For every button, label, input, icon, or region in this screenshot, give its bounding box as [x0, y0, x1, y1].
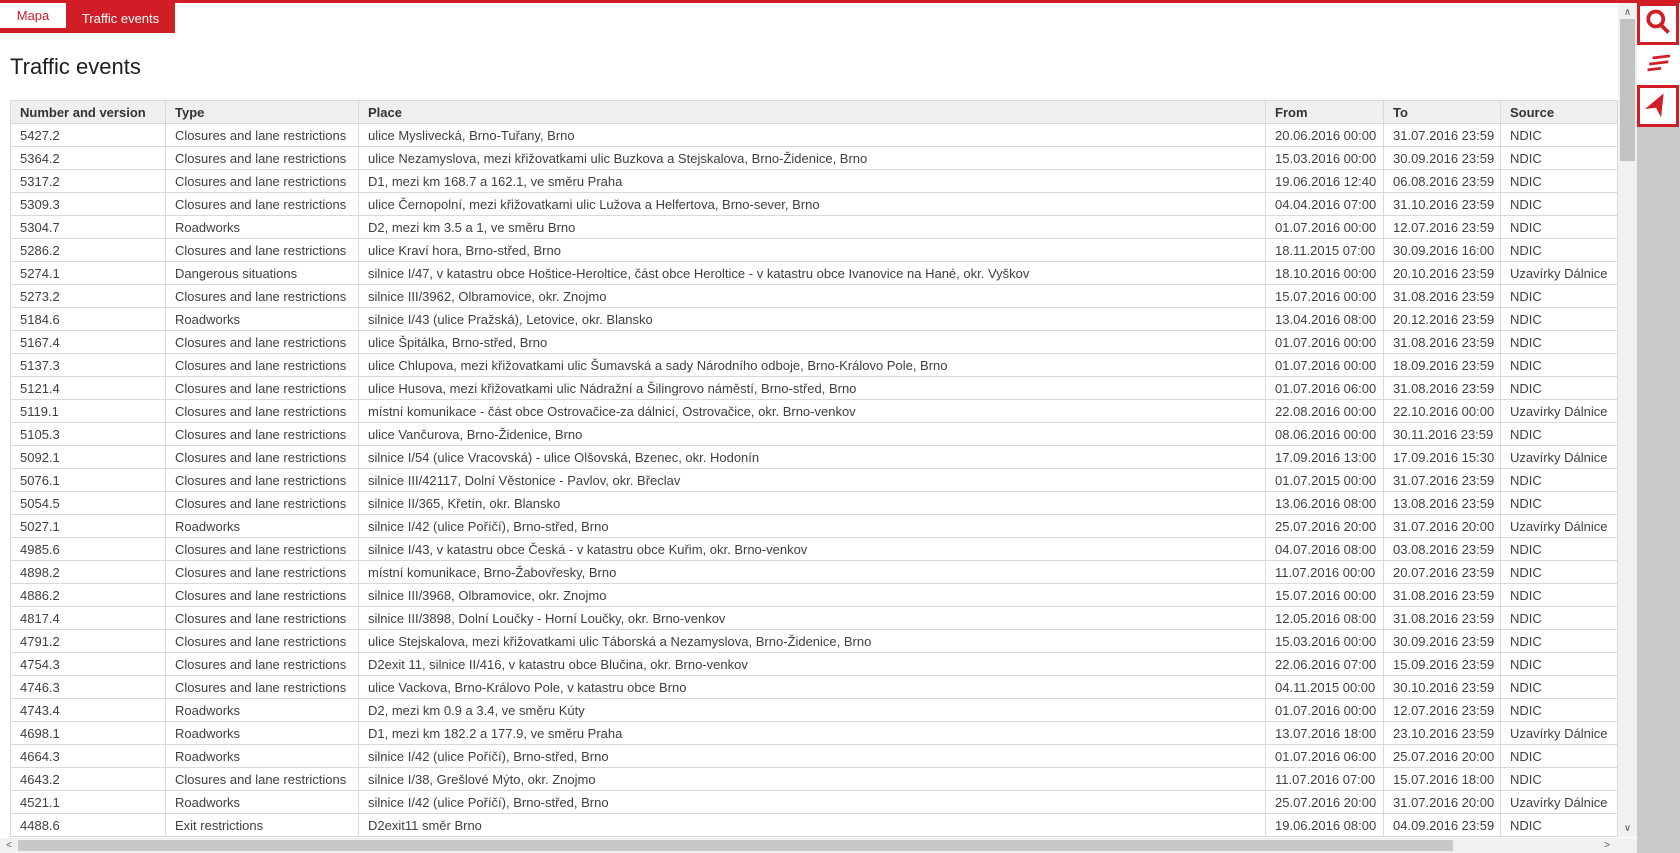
- cell-to: 31.07.2016 20:00: [1384, 791, 1501, 814]
- navigation-icon: [1644, 90, 1672, 123]
- cell-number-and-version: 5304.7: [11, 216, 166, 239]
- navigation-button[interactable]: [1637, 85, 1679, 127]
- cell-to: 31.07.2016 20:00: [1384, 515, 1501, 538]
- cell-place: D2, mezi km 0.9 a 3.4, ve směru Kúty: [359, 699, 1266, 722]
- cell-from: 11.07.2016 00:00: [1266, 561, 1384, 584]
- column-header-source[interactable]: Source: [1501, 101, 1618, 124]
- cell-type: Closures and lane restrictions: [166, 400, 359, 423]
- column-header-to[interactable]: To: [1384, 101, 1501, 124]
- cell-type: Closures and lane restrictions: [166, 193, 359, 216]
- cell-from: 25.07.2016 20:00: [1266, 515, 1384, 538]
- cell-number-and-version: 5167.4: [11, 331, 166, 354]
- cell-from: 01.07.2016 00:00: [1266, 216, 1384, 239]
- cell-to: 22.10.2016 00:00: [1384, 400, 1501, 423]
- scroll-up-arrow-icon[interactable]: ∧: [1623, 6, 1632, 18]
- cell-place: silnice I/43 (ulice Pražská), Letovice, okr. Blansko: [359, 308, 1266, 331]
- cell-to: 31.08.2016 23:59: [1384, 331, 1501, 354]
- cell-place: ulice Husova, mezi křižovatkami ulic Nádražní a Šilingrovo náměstí, Brno-střed, Brno: [359, 377, 1266, 400]
- cell-number-and-version: 4985.6: [11, 538, 166, 561]
- tab-mapa-label: Mapa: [16, 8, 50, 23]
- cell-source: NDIC: [1501, 216, 1618, 239]
- table-row[interactable]: [11, 308, 1618, 331]
- cell-type: Closures and lane restrictions: [166, 538, 359, 561]
- cell-place: D2exit11 směr Brno: [359, 814, 1266, 837]
- cell-place: ulice Vančurova, Brno-Židenice, Brno: [359, 423, 1266, 446]
- cell-from: 17.09.2016 13:00: [1266, 446, 1384, 469]
- table-row[interactable]: [11, 492, 1618, 515]
- cell-from: 15.07.2016 00:00: [1266, 285, 1384, 308]
- cell-to: 12.07.2016 23:59: [1384, 216, 1501, 239]
- traffic-events-table: [10, 100, 1618, 837]
- cell-from: 20.06.2016 00:00: [1266, 124, 1384, 147]
- cell-to: 13.08.2016 23:59: [1384, 492, 1501, 515]
- cell-number-and-version: 5309.3: [11, 193, 166, 216]
- cell-from: 19.06.2016 12:40: [1266, 170, 1384, 193]
- cell-source: NDIC: [1501, 285, 1618, 308]
- cell-to: 30.09.2016 23:59: [1384, 630, 1501, 653]
- cell-place: D1, mezi km 182.2 a 177.9, ve směru Praha: [359, 722, 1266, 745]
- scroll-down-arrow-icon[interactable]: ∨: [1623, 822, 1632, 834]
- cell-from: 11.07.2016 07:00: [1266, 768, 1384, 791]
- cell-from: 15.07.2016 00:00: [1266, 584, 1384, 607]
- cell-from: 01.07.2015 00:00: [1266, 469, 1384, 492]
- cell-place: ulice Nezamyslova, mezi křižovatkami ulic Buzkova a Stejskalova, Brno-Židenice, Brno: [359, 147, 1266, 170]
- cell-source: Uzavírky Dálnice: [1501, 515, 1618, 538]
- cell-from: 01.07.2016 06:00: [1266, 745, 1384, 768]
- cell-from: 12.05.2016 08:00: [1266, 607, 1384, 630]
- cell-source: NDIC: [1501, 124, 1618, 147]
- table-row[interactable]: [11, 561, 1618, 584]
- cell-number-and-version: 4754.3: [11, 653, 166, 676]
- cell-source: NDIC: [1501, 377, 1618, 400]
- table-row[interactable]: [11, 239, 1618, 262]
- table-row[interactable]: [11, 607, 1618, 630]
- table-row[interactable]: [11, 331, 1618, 354]
- table-row[interactable]: [11, 653, 1618, 676]
- column-header-place[interactable]: Place: [359, 101, 1266, 124]
- cell-type: Closures and lane restrictions: [166, 239, 359, 262]
- table-row[interactable]: [11, 285, 1618, 308]
- cell-place: silnice I/43, v katastru obce Česká - v katastru obce Kuřim, okr. Brno-venkov: [359, 538, 1266, 561]
- cell-to: 30.10.2016 23:59: [1384, 676, 1501, 699]
- cell-number-and-version: 5105.3: [11, 423, 166, 446]
- cell-from: 04.07.2016 08:00: [1266, 538, 1384, 561]
- cell-type: Dangerous situations: [166, 262, 359, 285]
- tab-traffic-events-label: Traffic events: [81, 10, 160, 26]
- cell-type: Closures and lane restrictions: [166, 377, 359, 400]
- cell-source: NDIC: [1501, 492, 1618, 515]
- cell-type: Roadworks: [166, 308, 359, 331]
- cell-place: D2, mezi km 3.5 a 1, ve směru Brno: [359, 216, 1266, 239]
- table-row[interactable]: [11, 791, 1618, 814]
- right-side-panel: [1637, 127, 1680, 853]
- cell-from: 18.10.2016 00:00: [1266, 262, 1384, 285]
- cell-type: Roadworks: [166, 791, 359, 814]
- cell-to: 30.11.2016 23:59: [1384, 423, 1501, 446]
- cell-number-and-version: 4898.2: [11, 561, 166, 584]
- cell-number-and-version: 5121.4: [11, 377, 166, 400]
- cell-type: Roadworks: [166, 515, 359, 538]
- cell-to: 23.10.2016 23:59: [1384, 722, 1501, 745]
- column-header-number-and-version[interactable]: Number and version: [11, 101, 166, 124]
- table-row[interactable]: [11, 814, 1618, 837]
- horizontal-scrollbar[interactable]: [0, 838, 1637, 853]
- cell-from: 01.07.2016 00:00: [1266, 699, 1384, 722]
- cell-place: ulice Černopolní, mezi křižovatkami ulic Lužova a Helfertova, Brno-sever, Brno: [359, 193, 1266, 216]
- cell-source: NDIC: [1501, 653, 1618, 676]
- cell-place: ulice Myslivecká, Brno-Tuřany, Brno: [359, 124, 1266, 147]
- table-body: [11, 124, 1618, 837]
- cell-number-and-version: 4643.2: [11, 768, 166, 791]
- cell-number-and-version: 4886.2: [11, 584, 166, 607]
- table-row[interactable]: [11, 538, 1618, 561]
- cell-to: 15.09.2016 23:59: [1384, 653, 1501, 676]
- cell-source: NDIC: [1501, 699, 1618, 722]
- cell-from: 01.07.2016 00:00: [1266, 331, 1384, 354]
- cell-from: 25.07.2016 20:00: [1266, 791, 1384, 814]
- table-row[interactable]: [11, 446, 1618, 469]
- cell-to: 20.10.2016 23:59: [1384, 262, 1501, 285]
- table-row[interactable]: [11, 768, 1618, 791]
- cell-type: Roadworks: [166, 216, 359, 239]
- table-row[interactable]: [11, 377, 1618, 400]
- table-row[interactable]: [11, 745, 1618, 768]
- cell-number-and-version: 4746.3: [11, 676, 166, 699]
- cell-type: Closures and lane restrictions: [166, 354, 359, 377]
- cell-source: NDIC: [1501, 147, 1618, 170]
- cell-type: Closures and lane restrictions: [166, 446, 359, 469]
- cell-place: silnice I/54 (ulice Vracovská) - ulice Olšovská, Bzenec, okr. Hodonín: [359, 446, 1266, 469]
- cell-place: ulice Špitálka, Brno-střed, Brno: [359, 331, 1266, 354]
- cell-number-and-version: 5054.5: [11, 492, 166, 515]
- cell-type: Closures and lane restrictions: [166, 469, 359, 492]
- cell-type: Closures and lane restrictions: [166, 653, 359, 676]
- cell-number-and-version: 5364.2: [11, 147, 166, 170]
- cell-place: silnice I/38, Grešlové Mýto, okr. Znojmo: [359, 768, 1266, 791]
- cell-type: Roadworks: [166, 699, 359, 722]
- table-row[interactable]: [11, 584, 1618, 607]
- cell-number-and-version: 5317.2: [11, 170, 166, 193]
- cell-place: silnice I/42 (ulice Poříčí), Brno-střed, Brno: [359, 745, 1266, 768]
- cell-to: 31.07.2016 23:59: [1384, 469, 1501, 492]
- cell-place: místní komunikace - část obce Ostrovačice-za dálnicí, Ostrovačice, okr. Brno-venkov: [359, 400, 1266, 423]
- cell-number-and-version: 4817.4: [11, 607, 166, 630]
- cell-number-and-version: 4698.1: [11, 722, 166, 745]
- cell-from: 22.06.2016 07:00: [1266, 653, 1384, 676]
- cell-place: silnice II/365, Křetín, okr. Blansko: [359, 492, 1266, 515]
- cell-type: Closures and lane restrictions: [166, 492, 359, 515]
- cell-number-and-version: 5286.2: [11, 239, 166, 262]
- cell-number-and-version: 4521.1: [11, 791, 166, 814]
- cell-source: Uzavírky Dálnice: [1501, 791, 1618, 814]
- event-list-icon: [1642, 50, 1674, 81]
- cell-to: 31.08.2016 23:59: [1384, 584, 1501, 607]
- cell-from: 15.03.2016 00:00: [1266, 630, 1384, 653]
- cell-place: silnice III/3968, Olbramovice, okr. Znojmo: [359, 584, 1266, 607]
- cell-source: NDIC: [1501, 331, 1618, 354]
- cell-to: 31.07.2016 23:59: [1384, 124, 1501, 147]
- table-header-row: [11, 101, 1618, 124]
- cell-source: NDIC: [1501, 676, 1618, 699]
- cell-from: 08.06.2016 00:00: [1266, 423, 1384, 446]
- cell-place: místní komunikace, Brno-Žabovřesky, Brno: [359, 561, 1266, 584]
- cell-from: 18.11.2015 07:00: [1266, 239, 1384, 262]
- cell-place: ulice Vackova, Brno-Královo Pole, v katastru obce Brno: [359, 676, 1266, 699]
- table-row[interactable]: [11, 676, 1618, 699]
- cell-number-and-version: 4664.3: [11, 745, 166, 768]
- cell-to: 30.09.2016 16:00: [1384, 239, 1501, 262]
- cell-to: 31.08.2016 23:59: [1384, 377, 1501, 400]
- table-row[interactable]: [11, 722, 1618, 745]
- table-row[interactable]: [11, 354, 1618, 377]
- table-row[interactable]: [11, 147, 1618, 170]
- vertical-scrollbar-thumb[interactable]: [1620, 19, 1635, 161]
- cell-to: 20.12.2016 23:59: [1384, 308, 1501, 331]
- cell-number-and-version: 4743.4: [11, 699, 166, 722]
- cell-place: silnice III/42117, Dolní Věstonice - Pavlov, okr. Břeclav: [359, 469, 1266, 492]
- cell-number-and-version: 5027.1: [11, 515, 166, 538]
- cell-to: 04.09.2016 23:59: [1384, 814, 1501, 837]
- cell-type: Roadworks: [166, 745, 359, 768]
- cell-to: 31.08.2016 23:59: [1384, 285, 1501, 308]
- cell-to: 30.09.2016 23:59: [1384, 147, 1501, 170]
- cell-source: NDIC: [1501, 469, 1618, 492]
- table-row[interactable]: [11, 400, 1618, 423]
- cell-source: Uzavírky Dálnice: [1501, 722, 1618, 745]
- cell-place: ulice Chlupova, mezi křižovatkami ulic Šumavská a sady Národního odboje, Brno-Královo Pole, Brno: [359, 354, 1266, 377]
- cell-to: 17.09.2016 15:30: [1384, 446, 1501, 469]
- cell-to: 20.07.2016 23:59: [1384, 561, 1501, 584]
- cell-number-and-version: 5076.1: [11, 469, 166, 492]
- scroll-right-arrow-icon[interactable]: >: [1604, 840, 1610, 851]
- cell-source: NDIC: [1501, 308, 1618, 331]
- cell-number-and-version: 5092.1: [11, 446, 166, 469]
- cell-number-and-version: 5273.2: [11, 285, 166, 308]
- cell-from: 15.03.2016 00:00: [1266, 147, 1384, 170]
- cell-type: Closures and lane restrictions: [166, 285, 359, 308]
- table-row[interactable]: [11, 216, 1618, 239]
- cell-number-and-version: 4488.6: [11, 814, 166, 837]
- table-row[interactable]: [11, 469, 1618, 492]
- cell-number-and-version: 5184.6: [11, 308, 166, 331]
- scroll-left-arrow-icon[interactable]: <: [6, 840, 12, 851]
- cell-to: 06.08.2016 23:59: [1384, 170, 1501, 193]
- cell-place: D2exit 11, silnice II/416, v katastru obce Blučina, okr. Brno-venkov: [359, 653, 1266, 676]
- cell-source: NDIC: [1501, 607, 1618, 630]
- cell-place: ulice Kraví hora, Brno-střed, Brno: [359, 239, 1266, 262]
- cell-to: 25.07.2016 20:00: [1384, 745, 1501, 768]
- cell-source: NDIC: [1501, 584, 1618, 607]
- cell-source: NDIC: [1501, 630, 1618, 653]
- cell-source: Uzavírky Dálnice: [1501, 446, 1618, 469]
- table-row[interactable]: [11, 262, 1618, 285]
- cell-from: 13.07.2016 18:00: [1266, 722, 1384, 745]
- cell-source: NDIC: [1501, 193, 1618, 216]
- table-row[interactable]: [11, 630, 1618, 653]
- cell-to: 18.09.2016 23:59: [1384, 354, 1501, 377]
- cell-type: Closures and lane restrictions: [166, 423, 359, 446]
- cell-type: Closures and lane restrictions: [166, 584, 359, 607]
- cell-source: NDIC: [1501, 538, 1618, 561]
- cell-from: 01.07.2016 00:00: [1266, 354, 1384, 377]
- cell-type: Closures and lane restrictions: [166, 607, 359, 630]
- cell-to: 31.08.2016 23:59: [1384, 607, 1501, 630]
- tab-traffic-events[interactable]: [66, 3, 175, 33]
- cell-type: Closures and lane restrictions: [166, 331, 359, 354]
- cell-source: NDIC: [1501, 814, 1618, 837]
- cell-to: 15.07.2016 18:00: [1384, 768, 1501, 791]
- cell-from: 19.06.2016 08:00: [1266, 814, 1384, 837]
- search-icon: [1643, 7, 1673, 42]
- table-row[interactable]: [11, 124, 1618, 147]
- cell-source: Uzavírky Dálnice: [1501, 262, 1618, 285]
- top-accent-bar: [0, 0, 1680, 3]
- cell-type: Closures and lane restrictions: [166, 768, 359, 791]
- cell-number-and-version: 5119.1: [11, 400, 166, 423]
- cell-type: Roadworks: [166, 722, 359, 745]
- cell-from: 22.08.2016 00:00: [1266, 400, 1384, 423]
- cell-type: Closures and lane restrictions: [166, 124, 359, 147]
- table-row[interactable]: [11, 515, 1618, 538]
- cell-source: NDIC: [1501, 423, 1618, 446]
- cell-type: Closures and lane restrictions: [166, 561, 359, 584]
- cell-place: silnice I/42 (ulice Poříčí), Brno-střed, Brno: [359, 791, 1266, 814]
- vertical-scrollbar[interactable]: [1618, 3, 1637, 837]
- cell-source: NDIC: [1501, 170, 1618, 193]
- cell-source: NDIC: [1501, 561, 1618, 584]
- table-row[interactable]: [11, 699, 1618, 722]
- cell-from: 13.04.2016 08:00: [1266, 308, 1384, 331]
- cell-from: 04.11.2015 00:00: [1266, 676, 1384, 699]
- cell-from: 01.07.2016 06:00: [1266, 377, 1384, 400]
- cell-number-and-version: 5137.3: [11, 354, 166, 377]
- table-row[interactable]: [11, 423, 1618, 446]
- cell-to: 31.10.2016 23:59: [1384, 193, 1501, 216]
- cell-source: NDIC: [1501, 354, 1618, 377]
- cell-source: NDIC: [1501, 745, 1618, 768]
- horizontal-scrollbar-thumb[interactable]: [18, 840, 1453, 851]
- page-title: Traffic events: [10, 54, 141, 79]
- cell-place: silnice I/47, v katastru obce Hoštice-Heroltice, část obce Heroltice - v katastru obce Ivanovice na Hané, okr. Vyškov: [359, 262, 1266, 285]
- cell-place: silnice III/3898, Dolní Loučky - Horní Loučky, okr. Brno-venkov: [359, 607, 1266, 630]
- tab-mapa-underline: [0, 28, 66, 33]
- cell-place: silnice I/42 (ulice Poříčí), Brno-střed, Brno: [359, 515, 1266, 538]
- cell-type: Exit restrictions: [166, 814, 359, 837]
- cell-type: Closures and lane restrictions: [166, 170, 359, 193]
- cell-type: Closures and lane restrictions: [166, 630, 359, 653]
- cell-from: 04.04.2016 07:00: [1266, 193, 1384, 216]
- cell-source: NDIC: [1501, 768, 1618, 791]
- cell-type: Closures and lane restrictions: [166, 147, 359, 170]
- event-list-button[interactable]: [1637, 47, 1679, 83]
- cell-number-and-version: 5274.1: [11, 262, 166, 285]
- column-header-from[interactable]: From: [1266, 101, 1384, 124]
- cell-from: 13.06.2016 08:00: [1266, 492, 1384, 515]
- column-header-type[interactable]: Type: [166, 101, 359, 124]
- tab-mapa[interactable]: [3, 3, 63, 28]
- cell-number-and-version: 4791.2: [11, 630, 166, 653]
- cell-type: Closures and lane restrictions: [166, 676, 359, 699]
- cell-place: ulice Stejskalova, mezi křižovatkami ulic Táborská a Nezamyslova, Brno-Židenice, Brno: [359, 630, 1266, 653]
- cell-source: Uzavírky Dálnice: [1501, 400, 1618, 423]
- cell-to: 03.08.2016 23:59: [1384, 538, 1501, 561]
- cell-source: NDIC: [1501, 239, 1618, 262]
- search-button[interactable]: [1637, 3, 1679, 45]
- cell-to: 12.07.2016 23:59: [1384, 699, 1501, 722]
- cell-place: silnice III/3962, Olbramovice, okr. Znojmo: [359, 285, 1266, 308]
- cell-number-and-version: 5427.2: [11, 124, 166, 147]
- cell-place: D1, mezi km 168.7 a 162.1, ve směru Praha: [359, 170, 1266, 193]
- table-row[interactable]: [11, 170, 1618, 193]
- table-row[interactable]: [11, 193, 1618, 216]
